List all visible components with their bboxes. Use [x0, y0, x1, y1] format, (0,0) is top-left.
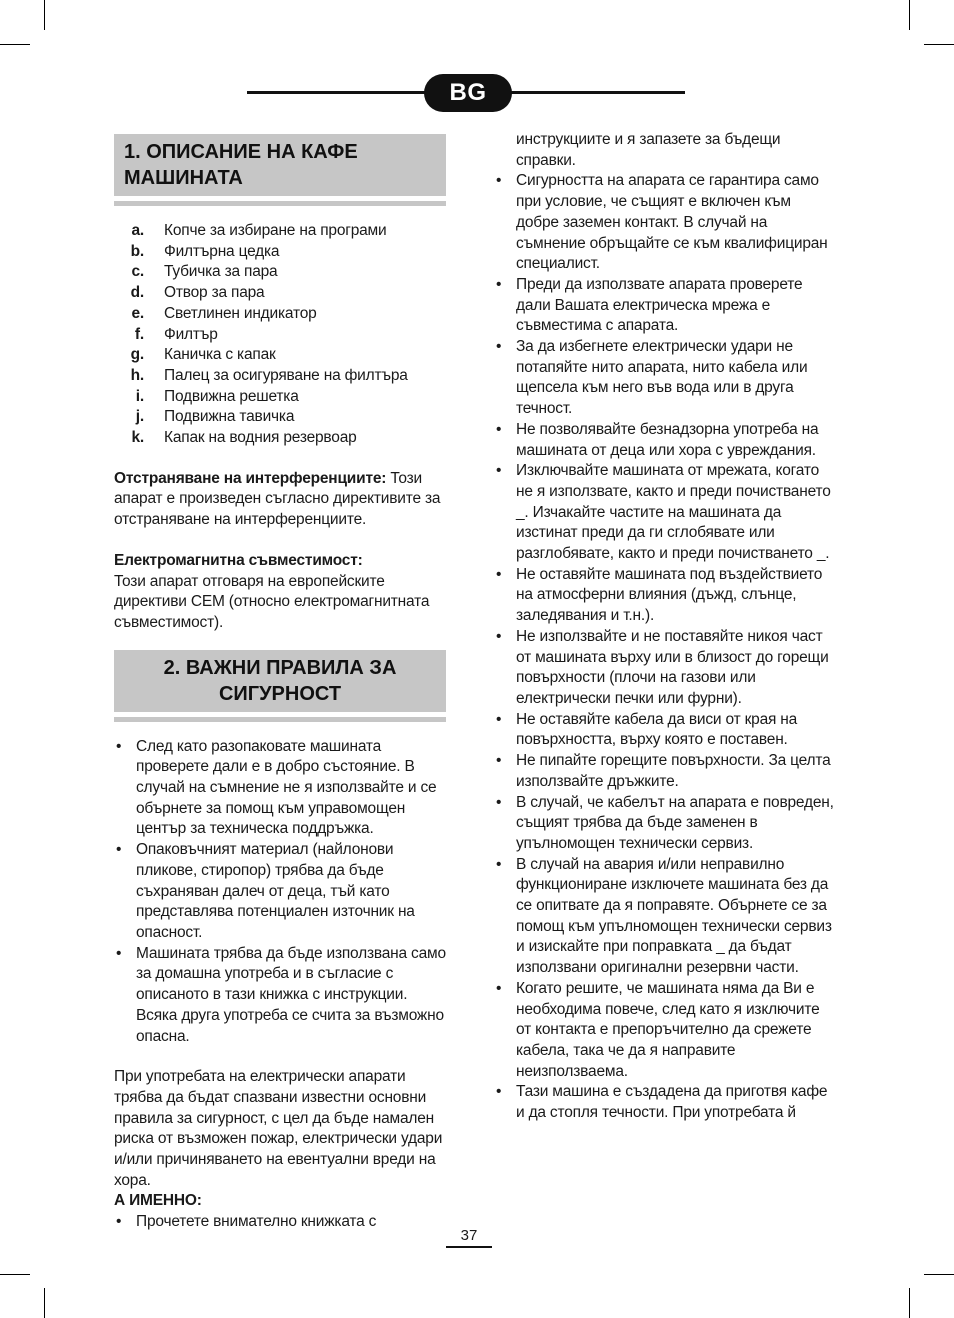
part-item — [114, 283, 446, 304]
part-item — [114, 407, 446, 428]
part-name: Подвижна решетка — [164, 387, 299, 405]
part-letter: b. — [130, 242, 144, 260]
part-name: Подвижна тавичка — [164, 408, 295, 426]
intro-paragraph: При употребата на електрически апарати трябва да бъдат спазвани известни основни правила за сигурност, с цел да бъде намален риска от възможен пожар, електрически удари и/или причиняването на евентуални вреди на хора. — [114, 1068, 443, 1189]
part-name: Палец за осигуряване на филтъра — [164, 366, 408, 384]
crop-mark — [909, 1288, 910, 1318]
part-letter: i. — [135, 387, 144, 405]
list-item: • За да избегнете електрически удари не потапяйте нито апарата, нито кабела или щепсела към него във вода или в друга течност. — [494, 337, 834, 420]
parts-list — [114, 221, 446, 449]
list-item: • Машината трябва да бъде използвана само за домашна употреба и в съгласие с описаното в тази книжка с инструкции. Всяка друга употреба се счита за възможно опасна. — [114, 944, 446, 1048]
crop-mark — [44, 1288, 45, 1318]
part-item — [114, 304, 446, 325]
part-letter: j. — [135, 408, 144, 426]
part-letter: k. — [131, 429, 144, 447]
read-bullet-list — [114, 1212, 446, 1233]
part-letter: c. — [131, 263, 144, 281]
crop-mark — [909, 0, 910, 30]
list-item: • В случай на авария и/или неправилно функциониране изключете машината без да се опитвате да я поправяте. Обърнете се за помощ към упълномощен технически сервиз и изискайте при поправката _ да бъдат използвани оригинални резервни части. — [494, 855, 834, 979]
interference-text: Този апарат е произведен съгласно директивите за отстраняване на интерференциите. — [114, 469, 441, 529]
left-column — [114, 134, 446, 1233]
part-name: Капак на водния резервоар — [164, 429, 357, 447]
list-item: • Не оставяйте кабела да виси от края на повърхността, върху която е поставен. — [494, 710, 834, 751]
safety-bullets-left — [114, 737, 446, 1048]
list-item: • Преди да използвате апарата проверете дали Вашата електрическа мрежа е съвместима с апарата. — [494, 275, 834, 337]
part-item — [114, 325, 446, 346]
part-name: Каничка с капак — [164, 346, 276, 364]
part-item — [114, 242, 446, 263]
interference-paragraph — [114, 469, 446, 531]
crop-mark — [44, 0, 45, 30]
part-letter: a. — [131, 222, 144, 239]
part-name: Филтър — [164, 325, 218, 343]
crop-mark — [924, 1274, 954, 1275]
list-item: • Не позволявайте безнадзорна употреба на машината от деца или хора с увреждания. — [494, 420, 834, 461]
part-item — [114, 366, 446, 387]
namely-label: А ИМЕННО: — [114, 1192, 202, 1210]
list-item: • Изключвайте машината от мрежата, когато не я използвате, както и преди почистването _. Изчакайте частите на машината да изстинат преди да ги сглобявате или разглобявате, както и преди почистването _. — [494, 461, 834, 565]
part-item — [114, 387, 446, 408]
list-item: • В случай, че кабелът на апарата е повреден, същият трябва да бъде заменен в упълномощен технически сервиз. — [494, 793, 834, 855]
right-column — [494, 130, 834, 1124]
list-item: • Не оставяйте машината под въздействието на атмосферни влияния (дъжд, слънце, заледявания и т.н.). — [494, 565, 834, 627]
crop-mark — [924, 44, 954, 45]
list-item: • Когато решите, че машината няма да Ви е необходима повече, след като я изключите от контакта е препоръчително да срежете кабела, така че да я направите неизползваема. — [494, 979, 834, 1083]
continuation-text: инструкциите и я запазете за бъдещи справки. — [516, 131, 781, 169]
list-item: • Опаковъчният материал (найлонови пликове, стиропор) трябва да бъде съхраняван далеч от деца, тъй като представлява потенциален източник на опасност. — [114, 840, 446, 944]
section1-rule — [114, 201, 446, 206]
crop-mark — [0, 44, 30, 45]
list-item: • Сигурността на апарата се гарантира само при условие, че същият е включен към добре заземен контакт. В случай на съмнение обръщайте се към квалифициран специалист. — [494, 171, 834, 275]
list-item: • Не използвайте и не поставяйте никоя част от машината върху или в близост до горещи повърхности (плочи на газови или електрически печки или фурни). — [494, 627, 834, 710]
page-number: 37 — [446, 1226, 492, 1248]
list-item: • Не пипайте горещите повърхности. За целта използвайте дръжките. — [494, 751, 834, 792]
part-name: Отвор за пара — [164, 284, 265, 302]
part-letter: e. — [131, 304, 144, 322]
safety-bullets-right — [494, 171, 834, 1123]
list-item: • Тази машина е създадена да приготвя кафе и да стопля течности. При употребата й — [494, 1082, 834, 1123]
section2-title-line2: СИГУРНОСТ — [218, 682, 342, 705]
part-letter: g. — [130, 346, 144, 364]
part-name: Копче за избиране на програми — [164, 222, 387, 239]
emc-text: Този апарат отговаря на европейските директиви CEM (относно електромагнитната съвместимост). — [114, 572, 430, 631]
emc-label: Електромагнитна съвместимост: — [114, 551, 363, 569]
language-badge: BG — [424, 74, 512, 112]
section2-heading — [114, 650, 446, 712]
part-name: Тубичка за пара — [164, 263, 278, 281]
list-item: • Прочетете внимателно книжката с — [114, 1212, 446, 1233]
part-name: Филтърна цедка — [164, 242, 280, 260]
list-item: • След като разопаковате машината проверете дали е в добро състояние. В случай на съмнение не я използвайте и се обърнете за помощ към управомощен център за техническа поддръжка. — [114, 737, 446, 841]
part-item — [114, 221, 446, 242]
part-item — [114, 262, 446, 283]
part-letter: f. — [134, 325, 144, 343]
part-name: Светлинен индикатор — [164, 304, 317, 322]
emc-paragraph — [114, 551, 446, 634]
header-rule-left — [247, 91, 432, 94]
part-letter: h. — [130, 366, 144, 384]
header-rule-right — [505, 91, 685, 94]
section1-heading: 1. ОПИСАНИЕ НА КАФЕ МАШИНАТА — [114, 134, 446, 196]
section2-title-line1: 2. ВАЖНИ ПРАВИЛА ЗА — [163, 656, 397, 679]
part-item — [114, 345, 446, 366]
crop-mark — [0, 1274, 30, 1275]
part-letter: d. — [130, 284, 144, 302]
interference-label: Отстраняване на интерференциите: — [114, 469, 387, 487]
part-item — [114, 428, 446, 449]
